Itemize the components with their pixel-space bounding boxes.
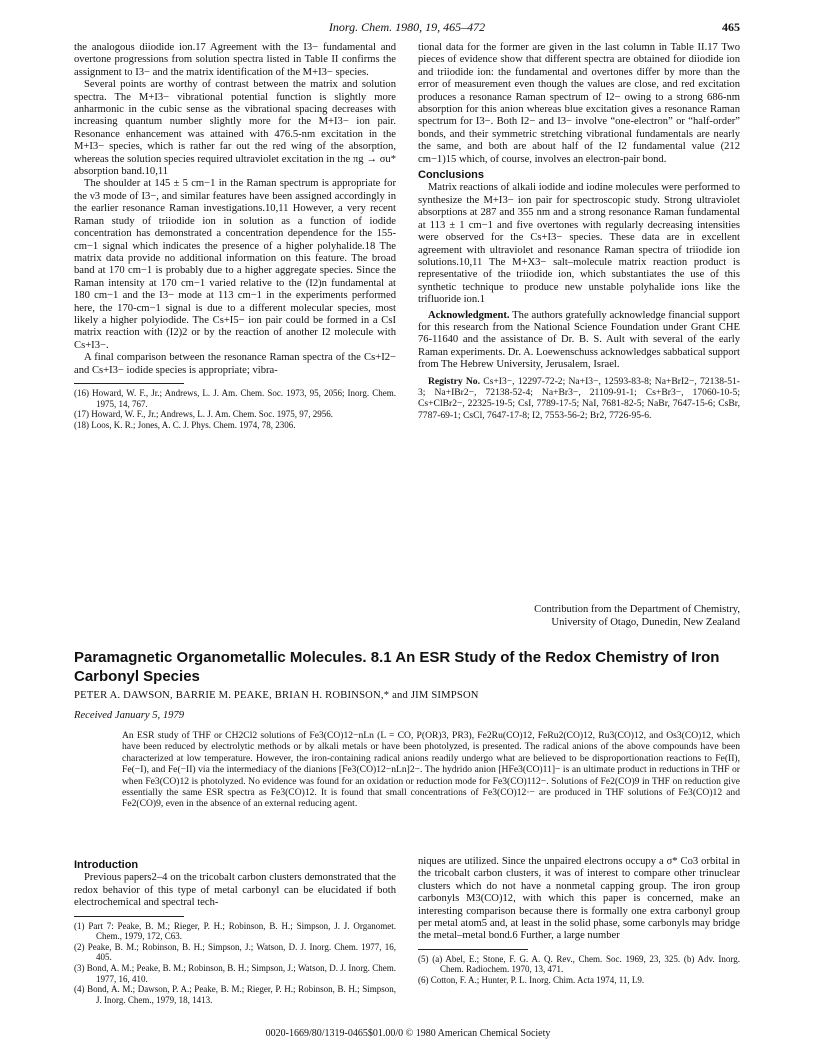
footnote: (1) Part 7: Peake, B. M.; Rieger, P. H.; Robinson, B. H.; Simpson, J. J. Organomet. Chem., 1979, 172, C63.	[74, 920, 396, 942]
footnote: (2) Peake, B. M.; Robinson, B. H.; Simpson, J.; Watson, D. J. Inorg. Chem. 1977, 16, 405.	[74, 941, 396, 963]
registry-text: Cs+I3−, 12297-72-2; Na+I3−, 12593-83-8; Na+BrI2−, 72138-51-3; Na+IBr2−, 72138-52-4; Na+Br3−, 21109-91-1; Cs+Br3−, 17060-10-5; Cs+ClBr2−, 22325-19-5; CsI, 7789-17-5; NaI, 7681-82-5; NaBr, 7647-15-6; CsBr, 7787-69-1; CsCl, 7647-17-8; I2, 7553-56-2; Br2, 7726-95-6.	[418, 375, 741, 421]
paragraph: A final comparison between the resonance Raman spectra of the Cs+I2− and Cs+I3− iodide species is appropriate; vibra-	[74, 352, 396, 376]
registry-label: Registry No.	[428, 375, 480, 387]
page-footer: 0020-1669/80/1319-0465$01.00/0 © 1980 American Chemical Society	[265, 1028, 551, 1039]
footnotes	[418, 954, 740, 986]
paragraph: The shoulder at 145 ± 5 cm−1 in the Raman spectrum is appropriate for the ν3 mode of I3−, and similar features have been assigned accordingly in the earlier resonance Raman investigations.10,11 However, a very recent Raman study of triiodide ion in solution as a function of iodide concentration has demonstrated a concentration dependence for the 155-cm−1 signal which indicates the presence of a higher polyhalide.18 The matrix data provide no additional information on this feature. The broad band at 170 cm−1 is probably due to a higher aggregate species. Since the Raman intensity at 170 cm−1 varied relative to the (I2)n fundamental at 180 cm−1 and the I3− mode at 113 cm−1 in the experiments performed here, the 170-cm−1 signal is due to a different molecular species, most likely a higher polyiodide. The Cs+I5− ion pair could be formed in a CsI matrix reaction with (I2)2 or by the reaction of another I2 molecule with Cs+I3−.	[74, 178, 396, 351]
paragraph: Previous papers2–4 on the tricobalt carbon clusters demonstrated that the redox behavior of this type of metal carbonyl can be elucidated if both electrochemical and spectral tech-	[74, 872, 396, 909]
abstract: An ESR study of THF or CH2Cl2 solutions of Fe3(CO)12−nLn (L = CO, P(OR)3, PR3), Fe2Ru(CO)12, FeRu2(CO)12, Ru3(CO)12, and Os3(CO)12, which have been reduced by electrolytic methods or by alkali metals or have been photolyzed, is presented. The radical anions of the above compounds have been characterized at low temperature. However, the iron-containing radical anions readily undergo what are believed to be disproportionation reactions to Fe(II), Fe(−I), and Fe(−II) via the intermediacy of the dianions [Fe3(CO)12−nLn]2−. The hydrido anion [HFe3(CO)11]− is an ultimate product in reductions in THF or when Fe3(CO)12 is photolyzed. No evidence was found for an oxidation or reduction mode for Fe3(CO)112−. Solutions of Fe2(CO)9 in THF on reduction give essentially the same ESR spectra as Fe3(CO)12. It is found that small concentrations of Fe3(CO)12·− are produced in THF solutions of Fe3(CO)12 and Fe2(CO)9, even in the absence of an external reducing agent.	[122, 730, 740, 810]
article-authors: PETER A. DAWSON, BARRIE M. PEAKE, BRIAN H. ROBINSON,* and JIM SIMPSON	[74, 690, 479, 701]
footnote-divider	[74, 916, 184, 917]
footnote: (18) Loos, K. R.; Jones, A. C. J. Phys. Chem. 1974, 78, 2306.	[74, 419, 296, 430]
section-heading-conclusions: Conclusions	[418, 169, 485, 182]
paragraph: niques are utilized. Since the unpaired electrons occupy a σ* Co3 orbital in the tricobalt carbon clusters, it was of interest to compare other trinuclear clusters which do not have a nonmetal capping group. The iron group carbonyls M3(CO)12, with which this paper is concerned, make an interesting comparison because there is formally one extra carbonyl group per metal atom5 and, at least in the solid phase, some carbonyls may bridge the metal–metal bond.6 Further, a large number	[418, 856, 740, 942]
article-title: Paramagnetic Organometallic Molecules. 8.1 An ESR Study of the Redox Chemistry of Iron Carbonyl Species	[74, 649, 720, 685]
footnote-divider	[74, 383, 184, 384]
paragraph: tional data for the former are given in the last column in Table II.17 Two pieces of evidence show that different spectra are obtained for diiodide ion and triiodide ion: the fundamental and overtones differ by more than the error of measurement even though the values are close, and red excitation produces a resonance Raman spectrum of I2− owing to a strong 686-nm absorption for this anion whereas blue excitation gives a resonance Raman spectrum for I3−. Both I2− and I3− involve “one-electron” or “half-order” bonds, and their symmetric stretching vibrational fundamentals are nearly the same, and both are about half of the I2 fundamental value (212 cm−1)15 which, of course, involves an electron-pair bond.	[418, 42, 740, 165]
contribution-line: University of Otago, Dunedin, New Zealand	[551, 616, 740, 628]
footnote: (5) (a) Abel, E.; Stone, F. G. A. Q. Rev., Chem. Soc. 1969, 23, 325. (b) Adv. Inorg. Chem. Radiochem. 1970, 13, 471.	[418, 953, 740, 975]
footnote: (17) Howard, W. F., Jr.; Andrews, L. J. Am. Chem. Soc. 1975, 97, 2956.	[74, 409, 334, 420]
section-heading-introduction: Introduction	[74, 859, 139, 871]
footnote: (16) Howard, W. F., Jr.; Andrews, L. J. Am. Chem. Soc. 1973, 95, 2056; Inorg. Chem. 1975, 14, 767.	[74, 387, 396, 409]
acknowledgment	[418, 310, 740, 372]
prev-article-right-column	[418, 42, 740, 421]
footnote: (3) Bond, A. M.; Peake, B. M.; Robinson, B. H.; Simpson, J.; Watson, D. J. Inorg. Chem. 1977, 16, 410.	[74, 963, 396, 984]
footnotes	[74, 921, 396, 1006]
prev-article-left-column	[74, 42, 396, 430]
journal-citation: Inorg. Chem. 1980, 19, 465–472	[328, 20, 486, 34]
contribution-affiliation	[534, 604, 740, 629]
footnote-divider	[418, 949, 528, 950]
new-article-left-column	[74, 856, 396, 1005]
acknowledgment-label: Acknowledgment.	[428, 309, 510, 321]
footnote: (4) Bond, A. M.; Dawson, P. A.; Peake, B. M.; Rieger, P. H.; Robinson, B. H.; Simpson, J. Inorg. Chem., 1979, 18, 1413.	[74, 984, 396, 1005]
paragraph: Several points are worthy of contrast between the matrix and solution spectra. The M+I3− vibrational potential function is slightly more anharmonic in the cubic sense as the vibrational spacing decreases with increasing quantum number slightly more for the M+I3− ion pair. Resonance enhancement was attained with 476.5-nm excitation in the M+I3− species, which is rather far out the red wing of the absorption, whereas the solution species required ultraviolet excitation in the πg → σu* absorption band.10,11	[74, 79, 396, 178]
received-date: Received January 5, 1979	[74, 710, 185, 721]
running-header	[74, 20, 740, 36]
registry-numbers	[418, 376, 740, 422]
paragraph: Matrix reactions of alkali iodide and iodine molecules were performed to synthesize the M+I3− ion pair for spectroscopic study. Strong ultraviolet absorptions at 287 and 355 nm and a strong resonance Raman fundamental at 113 ± 1 cm−1 and five overtones with regularly decreasing intensities were observed for the Cs+I3− species. These data are in excellent agreement with ultraviolet and resonance Raman spectra of triiodide ion solutions.10,11 The M+X3− salt–molecule matrix reaction product is representative of the triiodide ion, which substantiates the use of this synthetic technique to produce new unstable polyhalide ions like the trifluoride ion.1	[418, 182, 740, 306]
new-article-right-column	[418, 856, 740, 986]
page-number: 465	[722, 20, 740, 34]
footnotes	[74, 388, 396, 430]
paragraph: the analogous diiodide ion.17 Agreement with the I3− fundamental and overtone progressions from solution spectra listed in Table II confirms the assignment to I3− and the matrix identification of the M+I3− species.	[74, 42, 396, 78]
contribution-line: Contribution from the Department of Chemistry,	[534, 604, 740, 615]
footnote: (6) Cotton, F. A.; Hunter, P. L. Inorg. Chim. Acta 1974, 11, L9.	[418, 975, 645, 986]
acknowledgment-text: The authors gratefully acknowledge financial support for this research from the National Science Foundation under Grant CHE 76-11640 and the assistance of Dr. B. S. Ault with several of the early Raman experiments. Dr. A. Loewenschuss acknowledges sabbatical support from The Hebrew University, Jerusalem, Israel.	[418, 309, 740, 371]
